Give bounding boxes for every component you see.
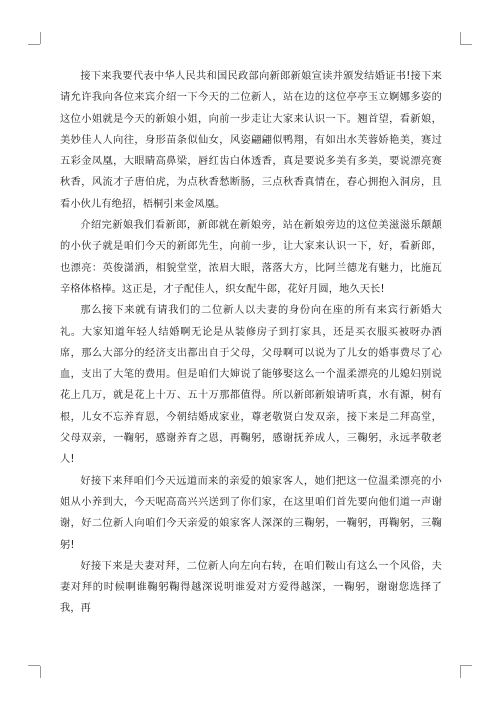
crop-mark-top-right-v bbox=[460, 32, 461, 44]
paragraph-couple-bow: 好接下来是夫妻对拜，二位新人向左向右转，在咱们鞍山有这么一个风俗，夫妻对拜的时候啊谁鞠躬鞠得越深说明谁爱对方爱得越深，一鞠躬，谢谢您选择了我，再 bbox=[60, 560, 442, 615]
crop-mark-bottom-left-h bbox=[28, 665, 40, 666]
crop-mark-bottom-left-v bbox=[40, 666, 41, 678]
document-body bbox=[60, 66, 442, 620]
paragraph-certificate-bride: 接下来我要代表中华人民共和国民政部向新郎新娘宣读并颁发结婚证书!接下来请允许我向各位来宾介绍一下今天的二位新人，站在边的这位亭亭玉立婀娜多姿的这位小姐就是今天的新娘小姐，向前一步走让大家来认识一下。翘首望，看新娘，美妙佳人人向往，身形苗条似仙女，风姿翩翩似鸭翔，有如出水芙蓉娇艳美，赛过五彩金凤凰，大眼睛高鼻梁，唇红齿白体透香，真是要说多美有多美，要说漂亮赛秋香，风流才子唐伯虎，为点秋香愁断肠，三点秋香真情在，春心拥抱入洞房，且看小伙儿有绝招，梧桐引来金凤凰。 bbox=[60, 71, 442, 210]
crop-mark-top-right-h bbox=[460, 44, 472, 45]
crop-mark-bottom-right-v bbox=[460, 666, 461, 678]
paragraph-bow-to-bride-family: 好接下来拜咱们今天远道而来的亲爱的娘家客人，她们把这一位温柔漂亮的小姐从小养到大，今天呢高高兴兴送到了你们家，在这里咱们首先要向他们道一声谢谢，好二位新人向咱们今天亲爱的娘家客人深深的三鞠躬，一鞠躬，再鞠躬，三鞠躬! bbox=[60, 475, 442, 551]
paragraph-bow-to-parents: 那么接下来就有请我们的二位新人以夫妻的身份向在座的所有来宾行新婚大礼。大家知道年轻人结婚啊无论是从装修房子到打家具，还是买衣服买被呀办酒席，那么大部分的经济支出都出自于父母，父母啊可以说为了儿女的婚事费尽了心血，支出了大笔的费用。但是咱们大婶说了能够娶这么一个温柔漂亮的儿媳妇别说花上几万，就是花上十万、五十万那都值得。所以新郎新娘请听真，水有源，树有根，儿女不忘养育恩，今朝结婚成家业，尊老敬贤白发双亲，接下来是二拜高堂，父母双亲，一鞠躬，感谢养育之恩，再鞠躬，感谢抚养成人，三鞠躬，永远孝敬老人! bbox=[60, 305, 442, 466]
crop-mark-bottom-right-h bbox=[460, 665, 472, 666]
crop-mark-top-left-v bbox=[40, 32, 41, 44]
paragraph-groom-intro: 介绍完新娘我们看新郎，新郎就在新娘旁，站在新娘旁边的这位美滋滋乐颠颠的小伙子就是咱们今天的新郎先生，向前一步，让大家来认识一下，好，看新郎，也漂亮：英俊潇洒，相貌堂堂，浓眉大眼，落落大方，比阿兰德龙有魅力，比施瓦辛格体格棒。这正是，才子配佳人，织女配牛郎，花好月圆，地久天长! bbox=[60, 220, 442, 295]
crop-mark-top-left-h bbox=[28, 44, 40, 45]
